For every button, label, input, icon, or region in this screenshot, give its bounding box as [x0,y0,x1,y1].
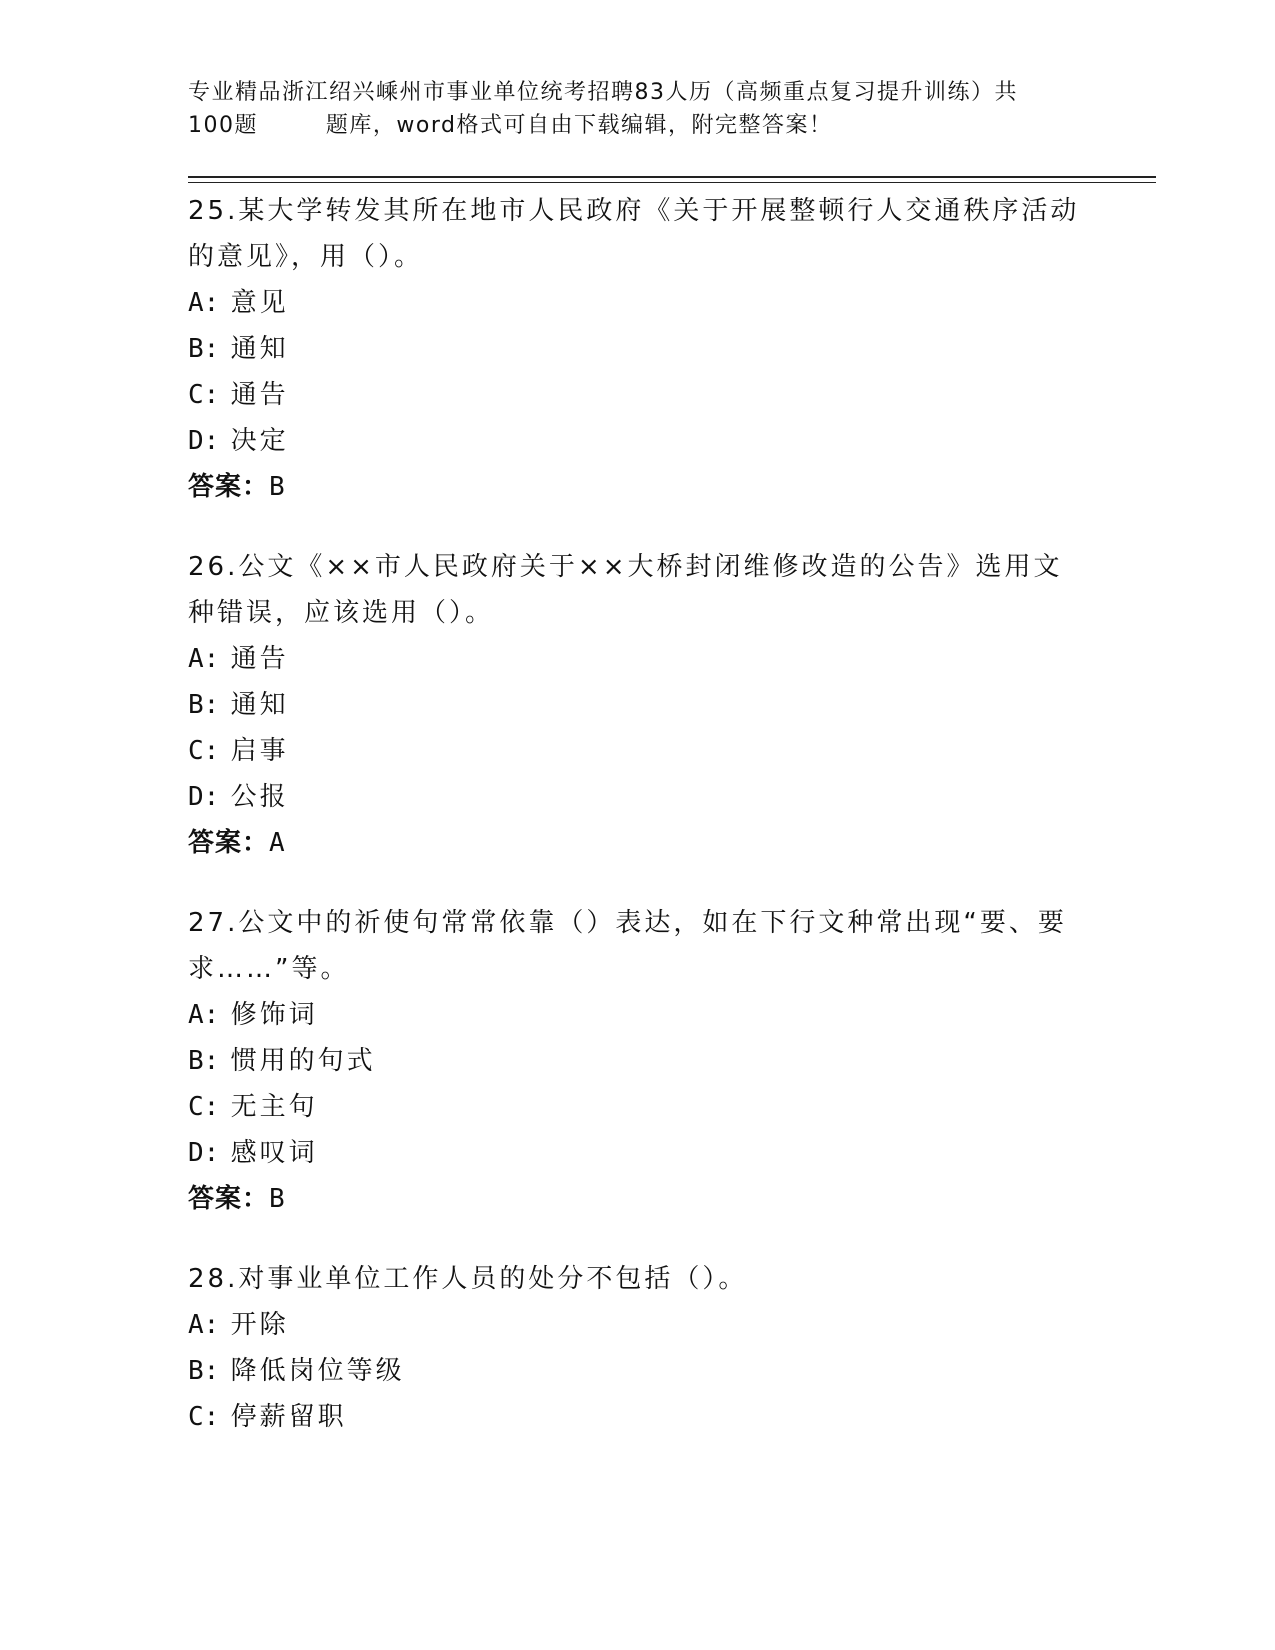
option-a: A: 修饰词 [188,1000,318,1030]
answer-value: B [269,472,286,502]
answer-value: A [269,828,286,858]
header-title-line1: 专业精品浙江绍兴嵊州市事业单位统考招聘83人历（高频重点复习提升训练）共 [188,80,1018,105]
option-b: B: 通知 [188,690,289,720]
question-stem: 28.对事业单位工作人员的处分不包括（）。 [188,1264,748,1294]
question-stem: 27.公文中的祈使句常常依靠（）表达，如在下行文种常出现“要、要求……”等。 [188,908,1067,984]
question-stem: 26.公文《××市人民政府关于××大桥封闭维修改造的公告》选用文种错误，应该选用（）。 [188,552,1063,628]
answer-line: 答案：A [188,828,286,858]
question-stem: 25.某大学转发其所在地市人民政府《关于开展整顿行人交通秩序活动的意见》，用（）。 [188,196,1080,272]
question-25 [188,188,1088,510]
option-b: B: 通知 [188,334,289,364]
option-a: A: 意见 [188,288,289,318]
question-28 [188,1256,1088,1440]
question-26 [188,544,1088,866]
option-d: D: 决定 [188,426,289,456]
header-divider-thin [188,182,1156,183]
question-27 [188,900,1088,1222]
option-a: A: 开除 [188,1310,289,1340]
answer-line: 答案：B [188,1184,286,1214]
answer-line: 答案：B [188,472,286,502]
option-c: C: 无主句 [188,1092,318,1122]
option-c: C: 停薪留职 [188,1402,347,1432]
option-b: B: 惯用的句式 [188,1046,376,1076]
question-list [188,188,1088,1474]
option-d: D: 感叹词 [188,1138,318,1168]
option-c: C: 启事 [188,736,289,766]
answer-value: B [269,1184,286,1214]
option-a: A: 通告 [188,644,289,674]
header-divider-thick [188,176,1156,178]
option-d: D: 公报 [188,782,289,812]
document-header [188,76,1088,142]
option-b: B: 降低岗位等级 [188,1356,405,1386]
header-title-line2: 100题 题库，word格式可自由下载编辑，附完整答案！ [188,113,833,138]
option-c: C: 通告 [188,380,289,410]
